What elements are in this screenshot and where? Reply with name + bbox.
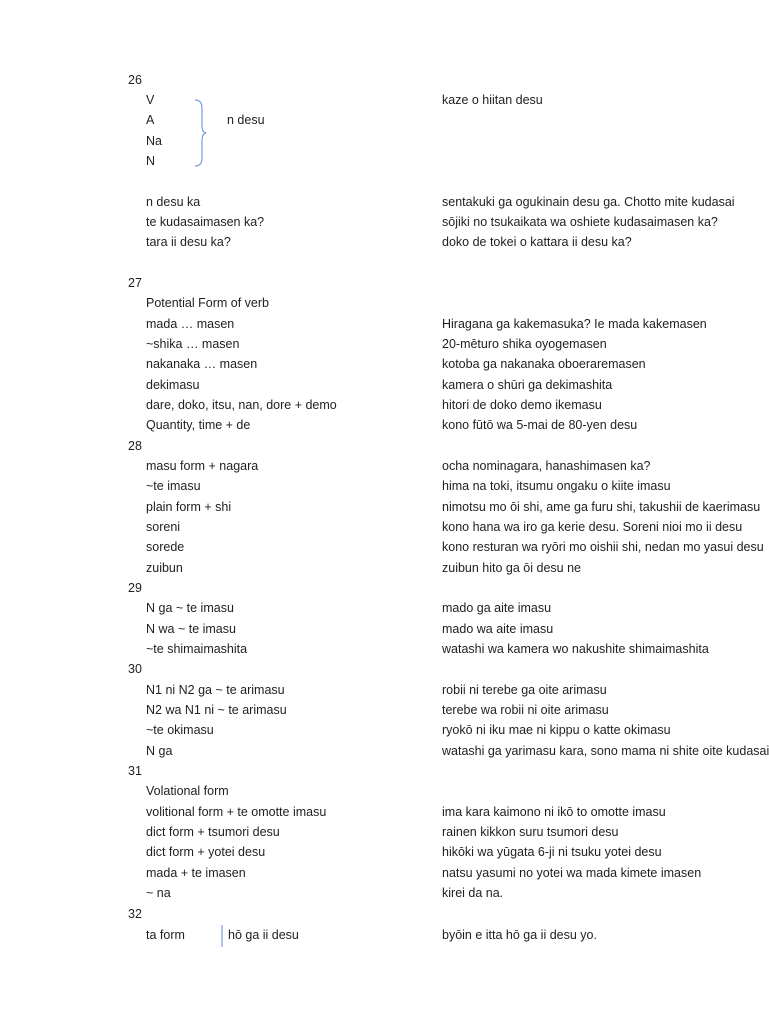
pattern-text: soreni — [146, 520, 181, 534]
curly-brace-icon — [194, 98, 206, 168]
grammar-row — [0, 781, 768, 801]
pattern-text: N wa ~ te imasu — [146, 622, 236, 636]
lesson-number: 30 — [128, 662, 142, 676]
example-text: hitori de doko demo ikemasu — [442, 398, 602, 412]
pattern-text: N ga ~ te imasu — [146, 601, 234, 615]
lesson-number: 32 — [128, 907, 142, 921]
example-text: terebe wa robii ni oite arimasu — [442, 703, 609, 717]
pattern-text: nakanaka … masen — [146, 357, 258, 371]
example-text: Hiragana ga kakemasuka? Ie mada kakemasen — [442, 317, 707, 331]
pattern-text: ~te okimasu — [146, 723, 214, 737]
pattern-text: dict form + tsumori desu — [146, 825, 280, 839]
grammar-row — [0, 598, 768, 618]
grammar-row — [0, 558, 768, 578]
example-text: mado ga aite imasu — [442, 601, 552, 615]
lesson-number: 29 — [128, 581, 142, 595]
grammar-row — [0, 395, 768, 415]
example-text: ryokō ni iku mae ni kippu o katte okimasu — [442, 723, 671, 737]
example-text: 20-mēturo shika oyogemasen — [442, 337, 607, 351]
example-text: kotoba ga nakanaka oboeraremasen — [442, 357, 646, 371]
lesson-number: 27 — [128, 276, 142, 290]
example-text: kamera o shūri ga dekimashita — [442, 378, 613, 392]
example-text: kirei da na. — [442, 886, 504, 900]
pattern-text: Quantity, time + de — [146, 418, 251, 432]
grammar-row — [0, 293, 768, 313]
grammar-row — [0, 90, 768, 110]
lesson-heading — [0, 761, 768, 781]
lesson-heading — [0, 273, 768, 293]
grammar-row — [0, 802, 768, 822]
example-text: hikōki wa yūgata 6-ji ni tsuku yotei desu — [442, 845, 662, 859]
pattern-text: dict form + yotei desu — [146, 845, 266, 859]
grammar-row — [0, 354, 768, 374]
example-text: kono hana wa iro ga kerie desu. Soreni nioi mo ii desu — [442, 520, 743, 534]
lesson-heading — [0, 659, 768, 679]
pattern-text: sorede — [146, 540, 185, 554]
pattern-text: ~ na — [146, 886, 171, 900]
lesson-number: 26 — [128, 73, 142, 87]
grammar-row — [0, 415, 768, 435]
grammar-row — [0, 842, 768, 862]
grammar-row — [0, 925, 768, 945]
lesson-number: 28 — [128, 439, 142, 453]
example-text: ima kara kaimono ni ikō to omotte imasu — [442, 805, 666, 819]
grammar-row — [0, 497, 768, 517]
pattern-text: ta form — [146, 928, 185, 942]
bracket-label: hō ga ii desu — [228, 928, 299, 942]
bracket-line-icon — [219, 924, 225, 948]
grammar-row — [0, 720, 768, 740]
grammar-row — [0, 375, 768, 395]
grammar-row — [0, 619, 768, 639]
example-text: doko de tokei o kattara ii desu ka? — [442, 235, 632, 249]
grammar-row — [0, 212, 768, 232]
bracket-label: n desu — [227, 113, 265, 127]
grammar-row — [0, 456, 768, 476]
example-text: sōjiki no tsukaikata wa oshiete kudasaimasen ka? — [442, 215, 718, 229]
example-text: sentakuki ga ogukinain desu ga. Chotto mite kudasai — [442, 195, 735, 209]
example-text: ocha nominagara, hanashimasen ka? — [442, 459, 651, 473]
pattern-text: ~te shimaimashita — [146, 642, 248, 656]
lesson-heading — [0, 436, 768, 456]
grammar-row — [0, 680, 768, 700]
pattern-text: volitional form + te omotte imasu — [146, 805, 327, 819]
pattern-text: mada … masen — [146, 317, 235, 331]
example-text: watashi ga yarimasu kara, sono mama ni shite oite kudasai — [442, 744, 769, 758]
example-text: kono fūtō wa 5-mai de 80-yen desu — [442, 418, 638, 432]
lesson-heading — [0, 578, 768, 598]
pattern-text: N ga — [146, 744, 173, 758]
pattern-text: te kudasaimasen ka? — [146, 215, 265, 229]
example-text: kono resturan wa ryōri mo oishii shi, nedan mo yasui desu — [442, 540, 764, 554]
pattern-text: A — [146, 113, 155, 127]
pattern-text: tara ii desu ka? — [146, 235, 231, 249]
grammar-row — [0, 110, 768, 130]
example-text: natsu yasumi no yotei wa mada kimete imasen — [442, 866, 702, 880]
grammar-row — [0, 232, 768, 252]
pattern-text: N1 ni N2 ga ~ te arimasu — [146, 683, 285, 697]
grammar-row — [0, 334, 768, 354]
grammar-row — [0, 151, 768, 171]
lesson-number: 31 — [128, 764, 142, 778]
grammar-row — [0, 517, 768, 537]
grammar-row — [0, 741, 768, 761]
pattern-text: ~te imasu — [146, 479, 201, 493]
pattern-text: Volational form — [146, 784, 229, 798]
example-text: kaze o hiitan desu — [442, 93, 543, 107]
pattern-text: N2 wa N1 ni ~ te arimasu — [146, 703, 287, 717]
grammar-row — [0, 700, 768, 720]
example-text: robii ni terebe ga oite arimasu — [442, 683, 607, 697]
grammar-row — [0, 822, 768, 842]
pattern-text: V — [146, 93, 155, 107]
example-text: nimotsu mo ōi shi, ame ga furu shi, takushii de kaerimasu — [442, 500, 761, 514]
pattern-text: ~shika … masen — [146, 337, 240, 351]
grammar-row — [0, 639, 768, 659]
example-text: watashi wa kamera wo nakushite shimaimashita — [442, 642, 709, 656]
example-text: zuibun hito ga ōi desu ne — [442, 561, 581, 575]
grammar-row — [0, 314, 768, 334]
pattern-text: Potential Form of verb — [146, 296, 269, 310]
pattern-text: masu form + nagara — [146, 459, 259, 473]
pattern-text: Na — [146, 134, 162, 148]
grammar-row — [0, 476, 768, 496]
grammar-row — [0, 131, 768, 151]
pattern-text: dare, doko, itsu, nan, dore + demo — [146, 398, 337, 412]
example-text: hima na toki, itsumu ongaku o kiite imasu — [442, 479, 671, 493]
pattern-text: N — [146, 154, 156, 168]
example-text: mado wa aite imasu — [442, 622, 554, 636]
grammar-row — [0, 863, 768, 883]
grammar-row — [0, 883, 768, 903]
pattern-text: plain form + shi — [146, 500, 232, 514]
pattern-text: mada + te imasen — [146, 866, 246, 880]
grammar-row — [0, 537, 768, 557]
grammar-row — [0, 192, 768, 212]
example-text: byōin e itta hō ga ii desu yo. — [442, 928, 597, 942]
pattern-text: dekimasu — [146, 378, 200, 392]
pattern-text: zuibun — [146, 561, 183, 575]
lesson-heading — [0, 70, 768, 90]
pattern-text: n desu ka — [146, 195, 201, 209]
lesson-heading — [0, 904, 768, 924]
example-text: rainen kikkon suru tsumori desu — [442, 825, 619, 839]
